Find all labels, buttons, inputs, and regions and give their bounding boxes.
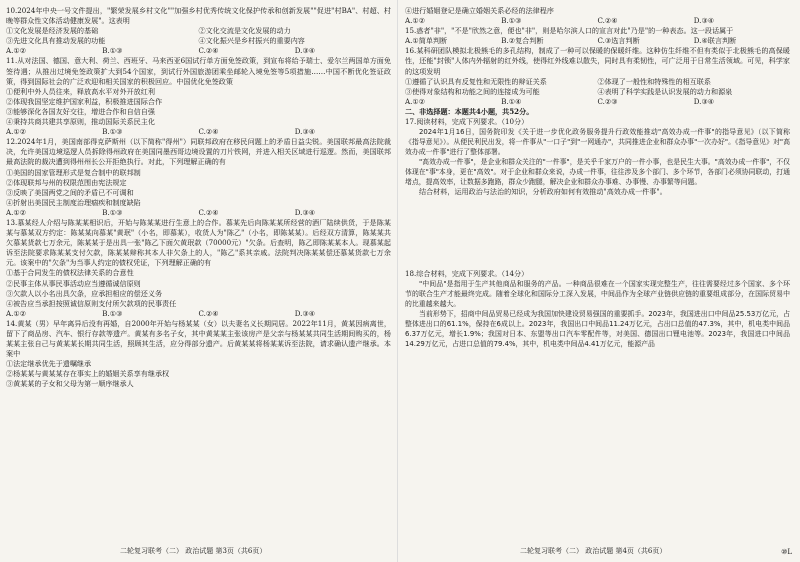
q15-option-c: C.③选言判断	[597, 36, 640, 46]
q11-item-1: ①便利中外人员往来，释放高水平对外开放红利	[6, 86, 155, 96]
q11-item-4: ④秉持共商共建共享原则，推动国际关系民主化	[6, 117, 155, 127]
page-4-column	[405, 6, 790, 546]
question-14: 14.黄某（男）早年离异后没有再婚，自2000年开始与杨某某（女）以夫妻名义长期同居。2022年11月，黄某因病离世，留下了商品房、汽车、银行存款等遗产。黄某有多名子女，其中黄某某主张该房产是父亲与杨某某共同生活期间购买的，杨某某主张自己与黄某某长期共同生活，照顾其生活，应分得部分遗产。后黄某某将杨某某诉至法院，请求确认遗产继承。本案中	[6, 318, 391, 359]
q16-option-d: D.③④	[693, 96, 715, 106]
page-3-column	[6, 6, 391, 546]
question-17: 17.阅读材料，完成下列要求。（10分）	[405, 117, 529, 127]
q12-option-c: C.②④	[198, 207, 219, 217]
q11-item-2: ②体现我国坚定维护国家利益，积极推进国际合作	[6, 96, 163, 106]
q11-option-a: A.①②	[6, 127, 27, 137]
q16-item-2: ②体现了一般性和特殊性的相互联系	[597, 76, 711, 86]
q14-item-2: ②杨某某与黄某某存在事实上的婚姻关系享有继承权	[6, 369, 170, 379]
q14-option-d: D.③④	[693, 16, 715, 26]
page-divider	[397, 0, 398, 562]
q17-material-2: "高效办成一件事"，是企业和群众关注的"一件事"，是关乎千家万户的一件小事，也是民生大事。"高效办成一件事"，不仅体现在"事"本身，更在"高效"。对于企业和群众来说，办成一件事，往往涉及多个部门、多个环节，各部门必须协同联动，打通堵点，提高效率，让数据多跑路，群众少跑腿，解决企业和群众办事难、办事慢、办事繁等问题。	[405, 158, 790, 187]
q14-options	[405, 16, 790, 26]
q10-option-b: B.①③	[102, 46, 123, 56]
q14-item-3: ③黄某某的子女和父母为第一顺序继承人	[6, 379, 134, 389]
q13-item-3: ③欠款人以小名出具欠条，应承担相应的偿还义务	[6, 288, 163, 298]
q14-option-a: A.①②	[405, 16, 426, 26]
question-11: 11.从对法国、德国、意大利、荷兰、西班牙、马来西亚6国试行单方面免签政策，到宣布将给予瑞士、爱尔兰两国单方面免签待遇；从推出过境免签政策扩大到54个国家，到试行外国旅游团乘坐邮轮入境免签等5项措施……中国不断优化签证政策，得到国际社会的广泛欢迎和相关国家的积极回应。中国优化免签政策	[6, 56, 391, 86]
q11-options	[6, 127, 391, 137]
q11-item-3: ③能够深化各国友好交往，增进合作和自信自强	[6, 106, 155, 116]
q16-item-4: ④表明了科学实践是认识发展的动力和源泉	[597, 86, 733, 96]
q12-option-d: D.③④	[294, 207, 316, 217]
q10-items	[6, 26, 391, 46]
q10-option-a: A.①②	[6, 46, 27, 56]
q13-option-c: C.②④	[198, 308, 219, 318]
q14-option-b: B.①③	[501, 16, 522, 26]
q15-option-a: A.①简单判断	[405, 36, 448, 46]
q16-item-1: ①遵循了认识具有反复性和无限性的辩证关系	[405, 76, 547, 86]
q18-material-1: "中间品"是指用于生产其他商品和服务的产品。一种商品很难在一个国家实现完整生产，往往需要经过多个国家、多个环节的联合生产才能最终完成。随着全球化和国际分工深入发展，中间品作为全球产业链供应链的重要组成部分，在国际贸易中的比重越来越大。	[405, 280, 790, 309]
q11-option-c: C.②④	[198, 127, 219, 137]
q13-option-d: D.③④	[294, 308, 316, 318]
q12-options	[6, 208, 391, 218]
question-10: 10.2024年中央一号文件提出，"繁荣发展乡村文化""加强乡村优秀传统文化保护传承和创新发展""促进"村BA"、村超、村晚等群众性文体活动健康发展"。这表明	[6, 6, 391, 26]
q12-item-3: ③反映了美国两党之间的矛盾已不可调和	[6, 187, 134, 197]
question-15: 15.惑者"非"，"不是"欣然之意，便也"非"，则是哈尔滨人口的宣言对此"乃是"的一种表态。这一段话属于	[405, 26, 734, 36]
q16-items	[405, 77, 790, 97]
q17-material-1: 2024年1月16日，国务院印发《关于进一步优化政务服务提升行政效能推动"高效办成一件事"的指导意见》（以下简称《指导意见》）。从便民利民出发，将一件事从"一口子"到"一网通办"，共同推进企业和群众办事"一次办好"。《指导意见》对"高效办成一件事"进行了整体部署。	[405, 128, 790, 157]
q17-requirement: 结合材料，运用政治与法治的知识，分析政府如何有效推动"高效办成一件事"。	[419, 187, 667, 197]
q11-option-d: D.③④	[294, 127, 316, 137]
page-mark: ⑩L	[781, 548, 792, 556]
q12-item-2: ②体现联邦与州的权限范围由宪法规定	[6, 177, 127, 187]
q13-item-2: ②民事主体从事民事活动应当遵循诚信原则	[6, 278, 141, 288]
q16-item-3: ③使得对象结构和功能之间的连接成为可能	[405, 86, 540, 96]
q16-option-b: B.①④	[501, 96, 522, 106]
question-13: 13.慕某经人介绍与陈某某相识后，开始与陈某某进行生意上的合作。慕某先后向陈某某所经营的酒厂陆续供货，于是陈某某与慕某双方约定：陈某某向慕某"黄珉"（小名，即慕某），收货人为"陈乙"（小名，即陈某某）。后经双方清算，陈某某共欠慕某货款七万余元，陈某某于是出具一张"陈乙下面欠黄珉款（70000元）"欠条。后查明，陈乙即陈某某本人。现慕某起诉至法院要求陈某某支付欠款，陈某某辩称其本人非欠条上的人，"陈乙"系其亲戚。法院判决陈某某偿还慕某货款七万余元。该案中的"欠条"为当事人约定的债权凭证，下列理解正确的有	[6, 217, 391, 268]
q12-option-b: B.①③	[102, 207, 123, 217]
q10-item-2: ②文化交流是文化发展的动力	[198, 26, 291, 36]
q16-option-c: C.②③	[597, 96, 618, 106]
q16-option-a: A.①②	[405, 96, 426, 106]
q13-options	[6, 309, 391, 319]
q12-item-4: ④折射出美国民主制度治理痼疾和制度缺陷	[6, 197, 141, 207]
page-4-footer: 二轮复习联考（二） 政治试题 第4页（共6页）	[520, 547, 667, 555]
q10-item-3: ③先进文化具有推动发展的功能	[6, 36, 106, 46]
q15-option-b: B.②复合判断	[501, 36, 544, 46]
q10-item-4: ④文化振兴是乡村振兴的重要内容	[198, 36, 305, 46]
q13-item-1: ①基于合同发生的债权法律关系的合意性	[6, 268, 134, 278]
q10-option-c: C.②④	[198, 46, 219, 56]
q10-option-d: D.③④	[294, 46, 316, 56]
question-18: 18.综合材料，完成下列要求。（14分）	[405, 269, 529, 279]
q10-options	[6, 46, 391, 56]
answer-space	[405, 197, 790, 269]
q13-option-a: A.①②	[6, 308, 27, 318]
q14-item-4: ④进行婚姻登记是确立婚姻关系必经的法律程序	[405, 6, 554, 15]
question-12: 12.2024年1月，美国南部得克萨斯州（以下简称"得州"）同联邦政府在移民问题上的矛盾日益尖锐。美国联邦最高法院裁决，允许美国边境巡逻人员拆除得州政府在美国同墨西哥边境设置的刀片铁网，并进入相关区域进行巡逻。然而，美国联邦最高法院的裁决遭到得州州长公开拒绝执行。对此，下列理解正确的有	[6, 137, 391, 167]
section-heading: 二、非选择题：本题共4小题，共52分。	[405, 106, 534, 116]
q12-item-1: ①美国的国家管理形式是复合制中的联邦制	[6, 167, 141, 177]
q13-option-b: B.①③	[102, 308, 123, 318]
q14-item-1: ①法定继承优先于遗嘱继承	[6, 359, 92, 369]
q13-item-4: ④被告应当承担按照诚信原则支付所欠款项的民事责任	[6, 298, 177, 308]
question-16: 16.某科研团队模拟北极熊毛的多孔结构，制成了一种可以保暖的保暖纤维。这种仿生纤维不但有类似于北极熊毛的高保暖性，还能"封锁"人体内外辐射的红外线，使得红外线难以散失，同时具有柔韧性，可广泛用于日常生活领域。可见，科学家的这项发明	[405, 46, 790, 76]
q12-option-a: A.①②	[6, 207, 27, 217]
q15-option-d: D.④联言判断	[693, 36, 737, 46]
page-3-footer: 二轮复习联考（二） 政治试题 第3页（共6页）	[120, 547, 267, 555]
q18-material-2: 当前形势下，招商中间品贸易已经成为我国加快建设贸易强国的重要抓手。2023年，我国进出口中间品25.53万亿元，占整体进出口的61.1%，保持在6成以上。2023年，我国出口中间品11.24万亿元，占出口总值的47.3%，其中，机电类中间品6.37万亿元，增长1.9%；我国对日本、东盟等出口汽车零配件等，对美国、德国出口锂电池等。2023年，我国进口中间品14.29万亿元，占进口总值的79.4%，其中，机电类中间品4.41万亿元，能源产品	[405, 310, 790, 349]
q10-item-1: ①文化发展是经济发展的基础	[6, 26, 99, 36]
q16-options	[405, 97, 790, 107]
q11-option-b: B.①③	[102, 127, 123, 137]
q15-options	[405, 36, 790, 46]
q14-option-c: C.②④	[597, 16, 618, 26]
